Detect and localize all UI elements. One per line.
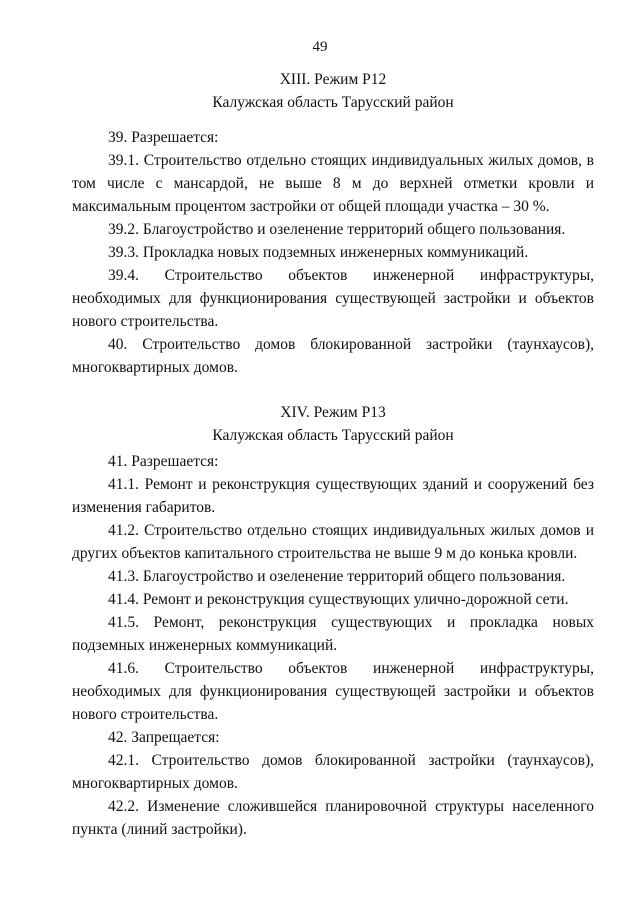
paragraph: 41.1. Ремонт и реконструкция существующих зданий и сооружений без изменения габаритов. — [72, 476, 594, 516]
section-subtitle: Калужская область Тарусский район — [212, 94, 454, 111]
paragraph: 41.3. Благоустройство и озеленение территорий общего пользования. — [108, 568, 566, 585]
paragraph: 39.4. Строительство объектов инженерной инфраструктуры, необходимых для функционирования существующей застройки и объектов нового строительства. — [72, 267, 594, 330]
paragraph: 41.5. Ремонт, реконструкция существующих и прокладка новых подземных инженерных коммуникаций. — [72, 614, 594, 654]
paragraph: 39.3. Прокладка новых подземных инженерных коммуникаций. — [108, 244, 529, 261]
section-gap — [72, 379, 594, 401]
paragraph: 42. Запрещается: — [108, 729, 220, 746]
paragraph: 42.1. Строительство домов блокированной застройки (таунхаусов), многоквартирных домов. — [72, 752, 594, 792]
section-subtitle: Калужская область Тарусский район — [212, 427, 454, 444]
paragraph: 40. Строительство домов блокированной застройки (таунхаусов), многоквартирных домов. — [72, 336, 594, 376]
paragraph: 39. Разрешается: — [108, 129, 219, 146]
section-title: XIII. Режим Р12 — [279, 71, 387, 88]
page-number: 49 — [312, 39, 328, 55]
paragraph: 42.2. Изменение сложившейся планировочной структуры населенного пункта (линий застройки). — [72, 798, 594, 838]
paragraph: 41.2. Строительство отдельно стоящих индивидуальных жилых домов и других объектов капитального строительства не выше 9 м до конька кровли. — [72, 522, 594, 562]
section-r13 — [72, 401, 594, 841]
paragraph: 41.6. Строительство объектов инженерной инфраструктуры, необходимых для функционирования существующей застройки и объектов нового строительства. — [72, 660, 594, 723]
section-title: XIV. Режим Р13 — [280, 404, 386, 421]
paragraph: 39.2. Благоустройство и озеленение территорий общего пользования. — [108, 221, 566, 238]
paragraph: 41.4. Ремонт и реконструкция существующих улично-дорожной сети. — [108, 591, 569, 608]
document-content — [72, 68, 594, 841]
section-r12 — [72, 68, 594, 379]
paragraph: 41. Разрешается: — [108, 453, 219, 470]
paragraph: 39.1. Строительство отдельно стоящих индивидуальных жилых домов, в том числе с мансардой, не выше 8 м до верхней отметки кровли и максимальным процентом застройки от общей площади участка – 30 %. — [72, 152, 594, 215]
